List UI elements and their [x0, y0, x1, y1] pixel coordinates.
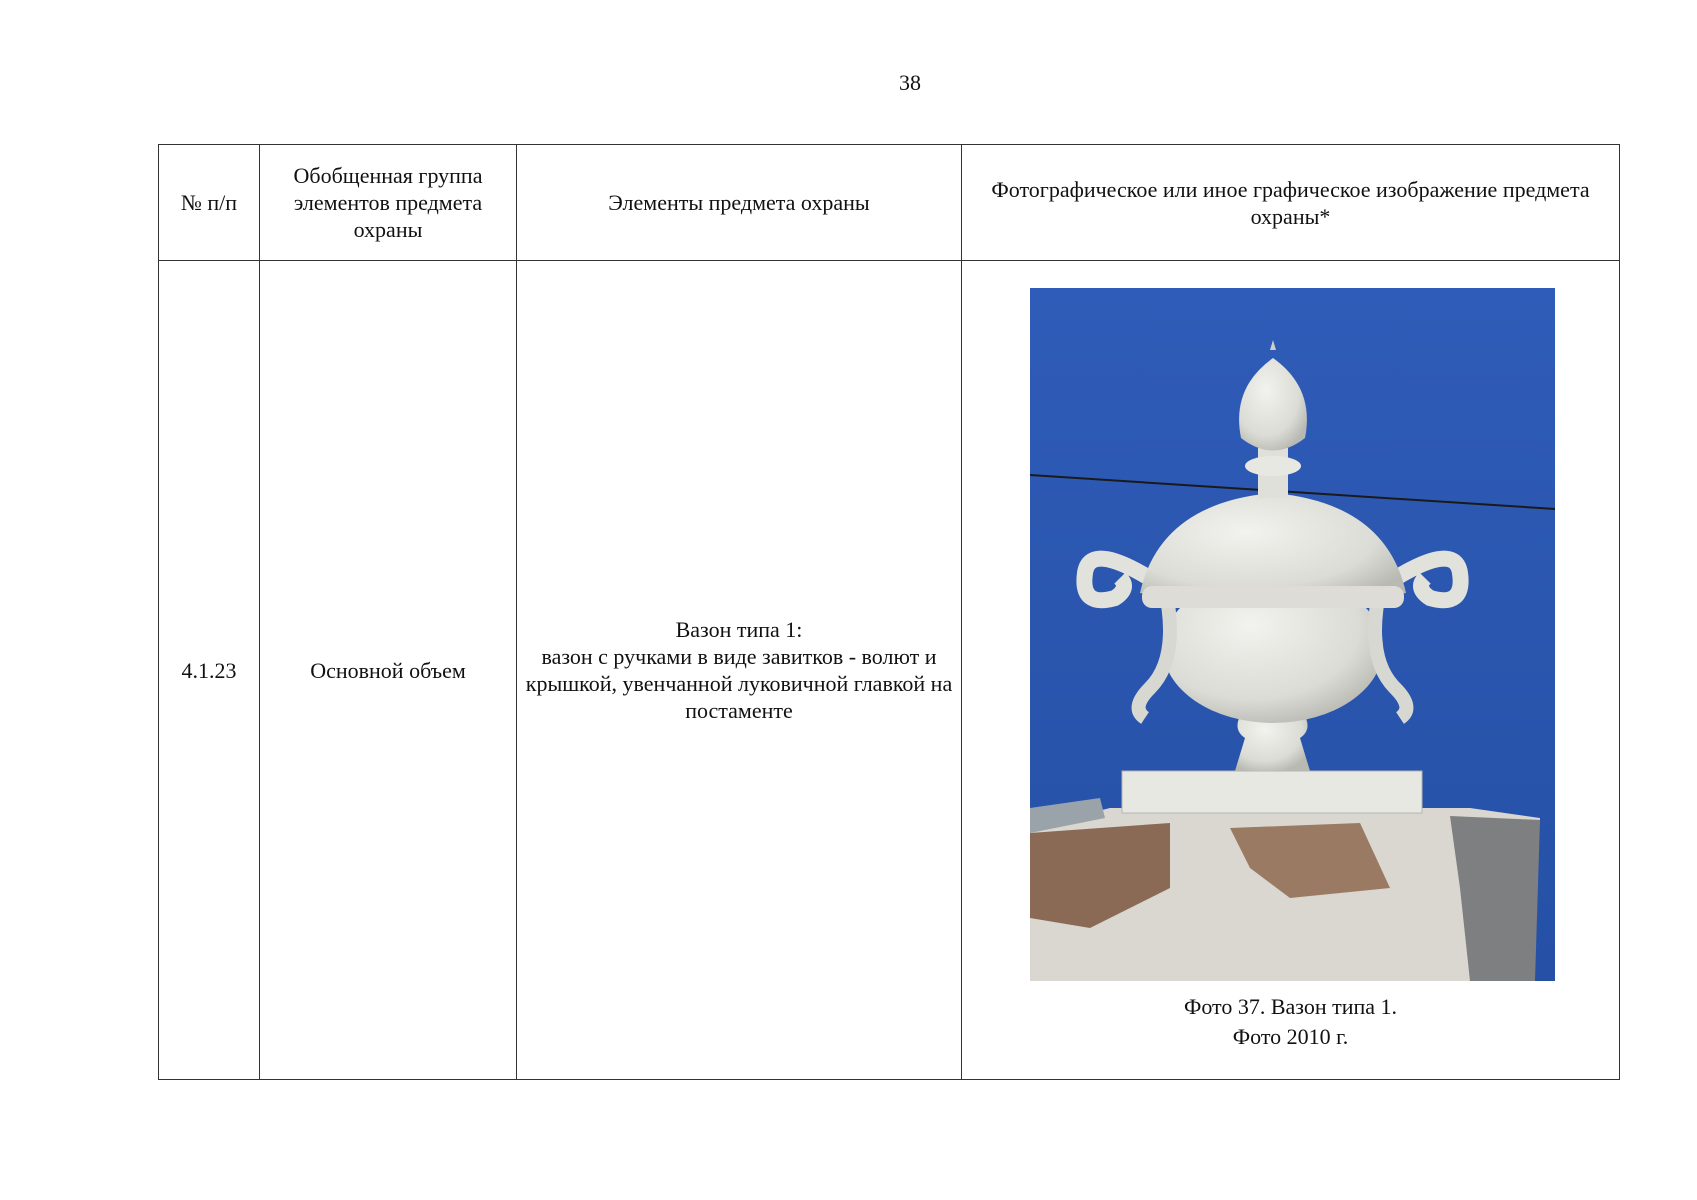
page-number: 38	[899, 70, 921, 95]
elements-title: Вазон типа 1:	[675, 617, 803, 642]
photo-caption	[962, 992, 1619, 1052]
elements-description: вазон с ручками в виде завитков - волют и крышкой, увенчанной луковичной главкой на постаменте	[525, 644, 953, 723]
caption-line-1: Фото 37. Вазон типа 1.	[1183, 994, 1398, 1019]
cell-photo	[962, 261, 1620, 1080]
heritage-elements-table	[158, 144, 1620, 1080]
cell-elements	[517, 261, 962, 1080]
vase-photo	[1030, 288, 1555, 981]
caption-line-2: Фото 2010 г.	[1232, 1024, 1349, 1049]
header-group: Обобщенная группа элементов предмета охраны	[260, 145, 517, 261]
table-row	[159, 261, 1620, 1080]
cell-group: Основной объем	[260, 261, 517, 1080]
cell-num: 4.1.23	[159, 261, 260, 1080]
header-num: № п/п	[159, 145, 260, 261]
header-elements: Элементы предмета охраны	[517, 145, 962, 261]
header-photo: Фотографическое или иное графическое изображение предмета охраны*	[962, 145, 1620, 261]
table-header-row	[159, 145, 1620, 261]
vase-photo-image	[1030, 288, 1555, 981]
